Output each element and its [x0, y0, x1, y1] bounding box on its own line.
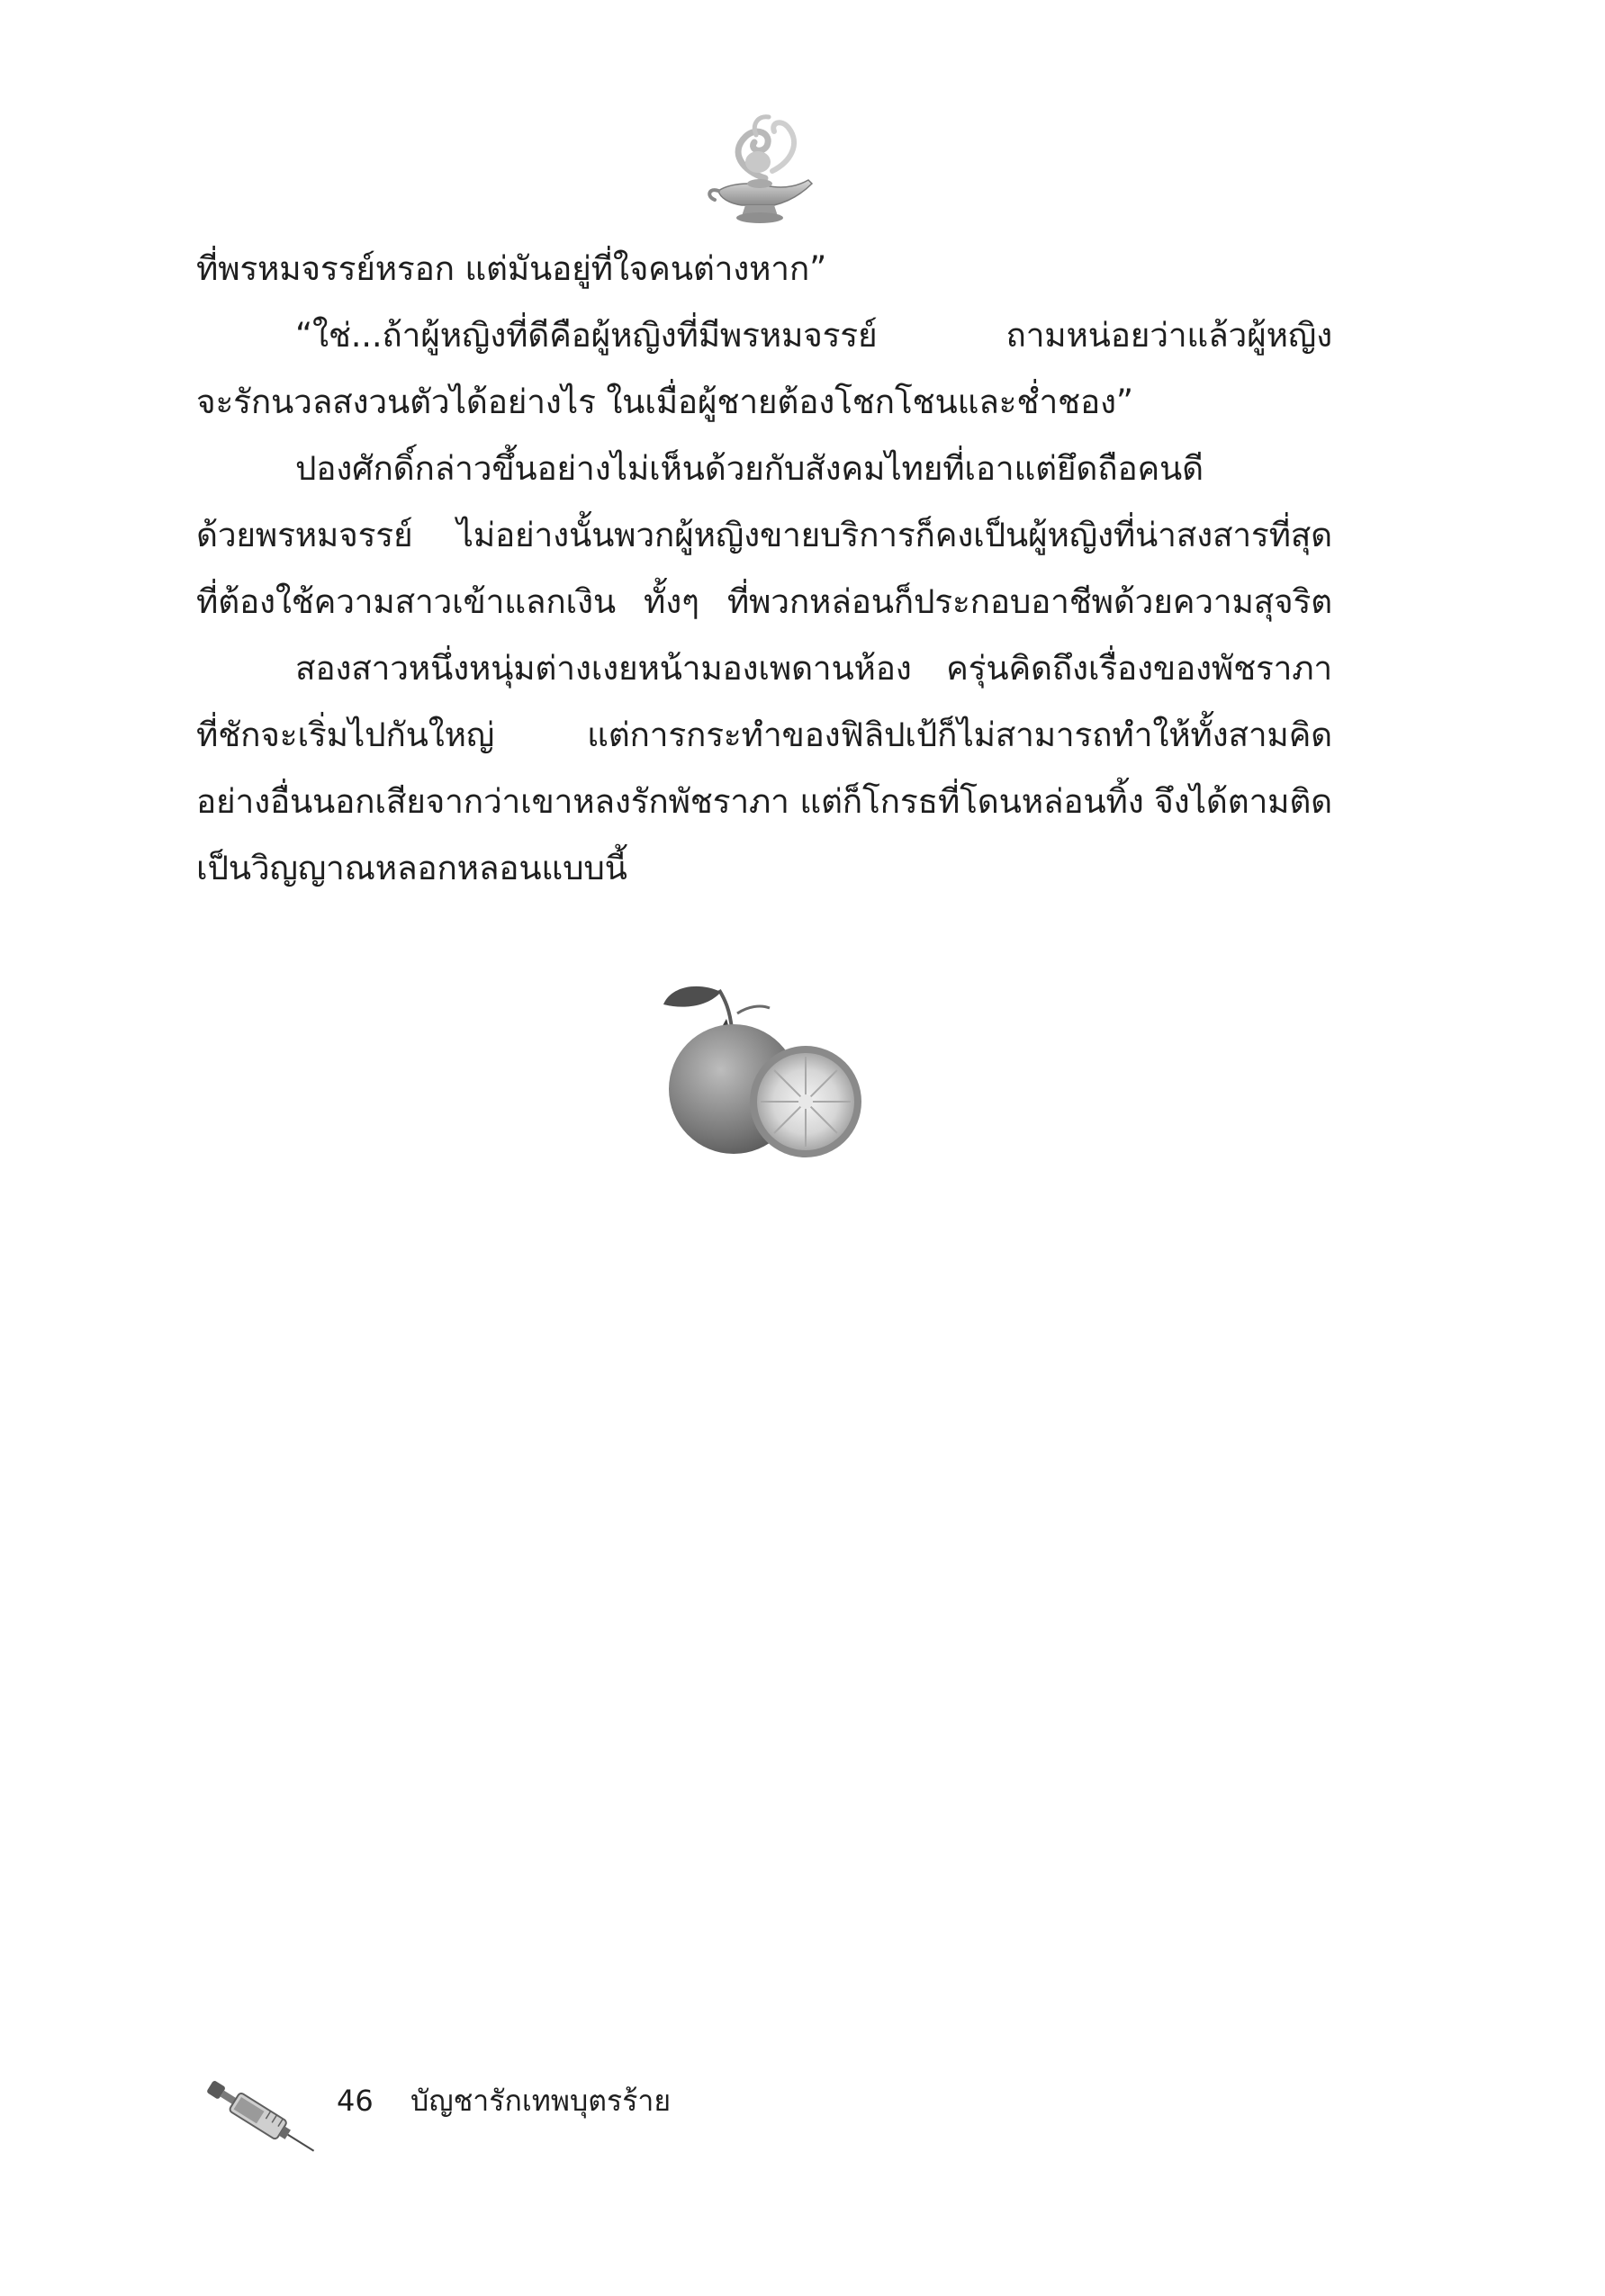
text-line: ด้วยพรหมจรรย์ ไม่อย่างนั้นพวกผู้หญิงขายบริการก็คงเป็นผู้หญิงที่น่าสงสารที่สุด: [196, 516, 1332, 554]
text-line: ที่ชักจะเริ่มไปกันใหญ่ แต่การกระทำของฟิลิปเป้ก็ไม่สามารถทำให้ทั้งสามคิด: [196, 716, 1332, 754]
text-line: จะรักนวลสงวนตัวได้อย่างไร ในเมื่อผู้ชายต้องโชกโชนและช่ำชอง”: [196, 383, 1133, 421]
text-line: สองสาวหนึ่งหนุ่มต่างเงยหน้ามองเพดานห้อง ครุ่นคิดถึงเรื่องของพัชราภา: [295, 649, 1332, 688]
text-line: ปองศักดิ์กล่าวขึ้นอย่างไม่เห็นด้วยกับสังคมไทยที่เอาแต่ยึดถือคนดี: [295, 449, 1204, 488]
text-line: “ใช่...ถ้าผู้หญิงที่ดีคือผู้หญิงที่มีพรหมจรรย์ ถามหน่อยว่าแล้วผู้หญิง: [295, 316, 1332, 355]
page-footer: [189, 2061, 819, 2187]
genie-lamp-icon: [702, 108, 819, 230]
syringe-icon: [189, 2061, 324, 2169]
text-line: อย่างอื่นนอกเสียจากว่าเขาหลงรักพัชราภา แต่ก็โกรธที่โดนหล่อนทิ้ง จึงได้ตามติด: [196, 782, 1332, 821]
body-text: [196, 236, 1332, 902]
text-line: ที่พรหมจรรย์หรอก แต่มันอยู่ที่ใจคนต่างหาก”: [196, 249, 827, 288]
book-title: บัญชารักเทพบุตรร้าย: [410, 2084, 672, 2118]
page-number: 46: [337, 2084, 374, 2118]
pomelo-fruit-icon: [644, 974, 873, 1163]
text-line: ที่ต้องใช้ความสาวเข้าแลกเงิน ทั้งๆ ที่พวกหล่อนก็ประกอบอาชีพด้วยความสุจริต: [196, 582, 1332, 621]
text-line: เป็นวิญญาณหลอกหลอนแบบนี้: [196, 849, 627, 887]
